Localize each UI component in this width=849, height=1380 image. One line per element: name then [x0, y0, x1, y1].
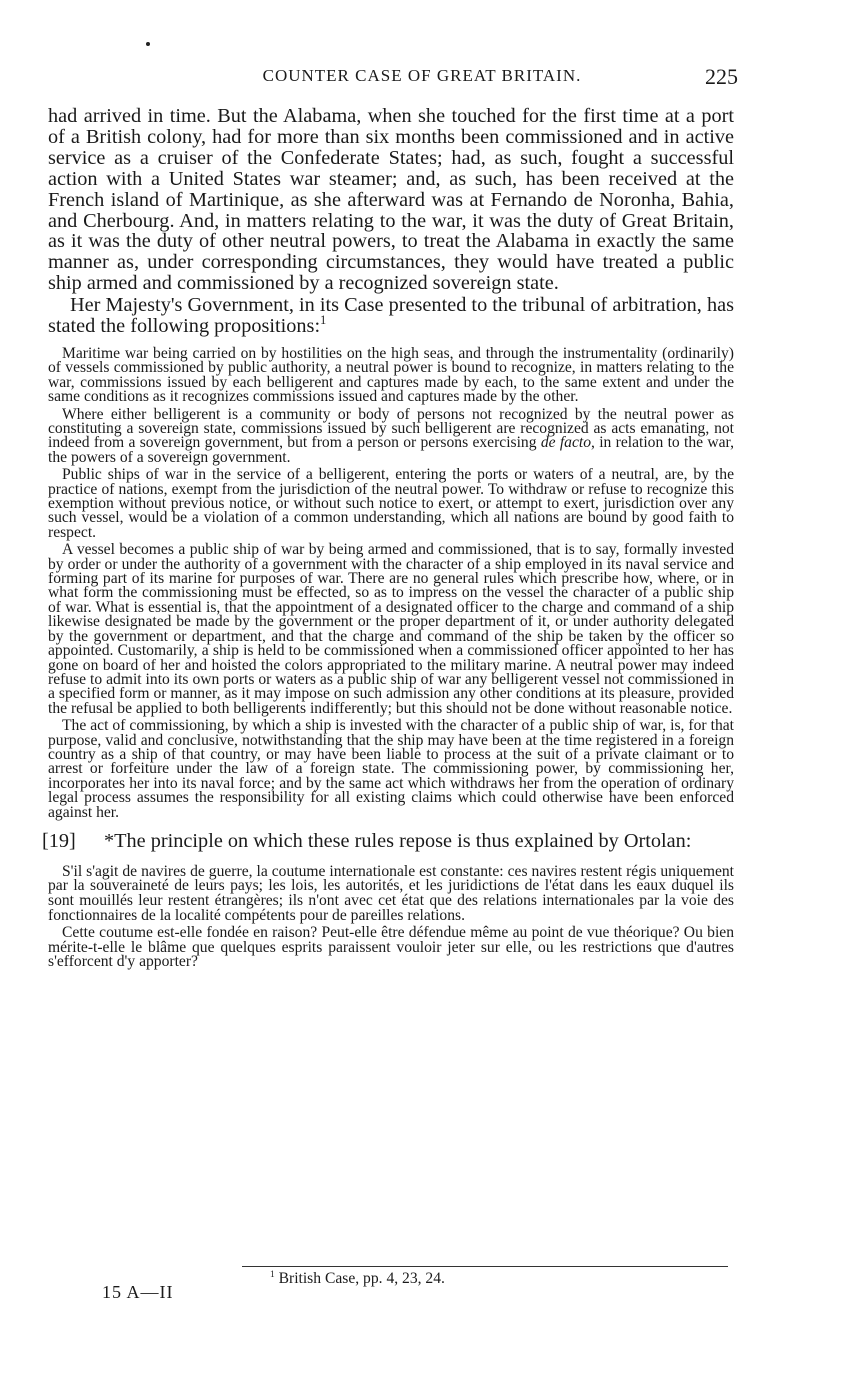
original-page-marker: [19]: [42, 829, 76, 852]
signature-mark: 15 A—II: [102, 1282, 174, 1302]
footnote: [270, 1270, 710, 1288]
footnote-number: 1: [270, 1269, 275, 1280]
ortolan-intro: [42, 829, 734, 852]
ortolan-intro-text: *The principle on which these rules repose is thus explained by Ortolan:: [104, 829, 692, 852]
proposition-4: A vessel becomes a public ship of war by being armed and commissioned, that is to say, formally invested by order or under the authority of a government with the character of a ship employed in its naval service and forming part of its marine for purposes of war. There are no general rules which prescribe how, where, or in what form the commissioning must be effected, so as to impress on the vessel the character of a public ship of war. What is essential is, that the appointment of a designated officer to the charge and command of a ship likewise designated be made by the government or the proper department of it, or under authority delegated by the government or department, and that the charge and command of the ship be taken by the officer so appointed. Customarily, a ship is held to be commissioned when a commissioned officer appointed to her has gone on board of her and hoisted the colors appropriated to the military marine. A neutral power may indeed refuse to admit into its own ports or waters as a public ship of war any belligerent vessel not commissioned in a specified form or manner, as it may impose on such admission any other conditions at its pleasure, provided the refusal be applied to both belligerents indifferently; but this should not be done without reasonable notice.: [48, 541, 734, 717]
french-paragraph-2: Cette coutume est-elle fondée en raison? Peut-elle être défendue même au point de vue théorique? Ou bien mérite-t-elle le blâme que quelques esprits paraissent vouloir jeter sur elle, ou les restrictions que d'autres s'efforcent d'y apporter?: [48, 924, 734, 971]
proposition-3: Public ships of war in the service of a belligerent, entering the ports or waters of a neutral, are, by the practice of nations, exempt from the jurisdiction of the neutral power. To withdraw or refuse to recognize this exemption without previous notice, or without such notice to exert, or attempt to exert, jurisdiction over any such vessel, would be a violation of a common understanding, which all nations are bound by good faith to respect.: [48, 466, 734, 541]
footnote-rule: [242, 1266, 728, 1267]
quoted-propositions: [48, 344, 735, 821]
footnote-reference: 1: [320, 313, 327, 328]
page-number: 225: [705, 64, 738, 89]
proposition-2: [48, 405, 735, 466]
main-text: [42, 105, 735, 973]
proposition-5: The act of commissioning, by which a ship is invested with the character of a public ship of war, is, for that purpose, valid and conclusive, notwithstanding that the ship may have been at the time registered in a foreign country as a ship of that country, or may have been liable to process at the suit of a private claimant or to arrest or forfeiture under the law of a foreign state. The commissioning power, by commissioning her, incorporates her into its naval force; and by the same act which withdraws her from the operation of ordinary legal process assumes the responsibility for all existing claims which could otherwise have been enforced against her.: [48, 717, 734, 821]
proposition-2-text-b: , in relation to the war, the powers of a sovereign government.: [48, 434, 735, 466]
french-paragraph-1: S'il s'agit de navires de guerre, la coutume internationale est constante: ces navires restent régis uniquement par la souveraineté de leurs pays; les lois, les autorités, et les juridictions de l'état dans les eaux duquel ils sont mouillés leur restent étrangères; ils n'ont avec cet état que des relations internationales par la voie des fonctionnaires de la localité compétents pour de pareilles relations.: [48, 862, 734, 924]
proposition-1: Maritime war being carried on by hostilities on the high seas, and through the instrumentality (ordinarily) of vessels commissioned by public authority, a neutral power is bound to recognize, in matters relating to the war, commissions issued by each belligerent and captures made by each, to the same extent and under the same conditions as it recognizes commissions issued and captures made by the other.: [48, 344, 734, 406]
printer-dot: [146, 42, 150, 46]
ortolan-quotation: [48, 862, 734, 971]
body-paragraph-2-text: Her Majesty's Government, in its Case presented to the tribunal of arbitration, has stated the following propositions:: [48, 294, 734, 338]
proposition-2-text-a: Where either belligerent is a community or body of persons not recognized by the neutral power as constituting a sovereign state, commissions issued by such belligerent are recognized as acts emanating, not indeed from a sovereign government, but from a person or persons exercising: [48, 405, 734, 452]
body-paragraph-2: [48, 295, 734, 337]
footnote-text: British Case, pp. 4, 23, 24.: [278, 1270, 445, 1287]
proposition-2-italic: de facto: [540, 434, 592, 452]
body-paragraph-1: had arrived in time. But the Alabama, when she touched for the first time at a port of a British colony, had for more than six months been commissioned and in active service as a cruiser of the Confederate States; had, as such, fought a successful action with a United States war steamer; and, as such, has been received at the French island of Martinique, as she afterward was at Fernando de Noronha, Bahia, and Cherbourg. And, in matters relating to the war, it was the duty of Great Britain, as it was the duty of other neutral powers, to treat the Alabama in exactly the same manner as, under corresponding circumstances, they would have treated a public ship armed and commissioned by a recognized sovereign state.: [48, 105, 734, 295]
running-head-title: COUNTER CASE OF GREAT BRITAIN.: [262, 66, 582, 85]
